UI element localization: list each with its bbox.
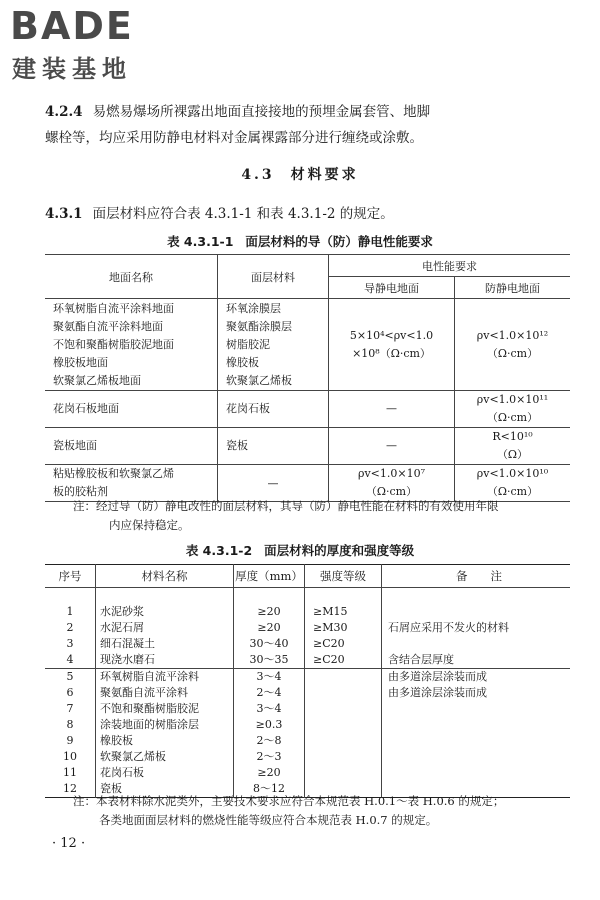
floor-name: 软聚氯乙烯板地面: [53, 373, 141, 387]
row-number: 12: [45, 781, 96, 798]
floor-name: 环氧树脂自流平涂料地面: [53, 301, 174, 315]
conductive-value: [329, 428, 455, 465]
strength-grade: ≥C20: [305, 652, 382, 669]
antistatic-value: [455, 299, 571, 391]
header-remark: 备 注: [382, 565, 571, 588]
remark-line-1: 由多道涂层涂装而成: [388, 670, 487, 683]
conductive-value: [329, 391, 455, 428]
value-line: ×10⁸（Ω·cm）: [352, 346, 431, 360]
remark-line-2: 由多道涂层涂装而成: [388, 686, 487, 699]
clause-text-line-2: 螺栓等，均应采用防静电材料对金属裸露部分进行缠绕或涂敷。: [45, 130, 423, 146]
remark: [382, 636, 571, 652]
row-number: 10: [45, 749, 96, 765]
strength-grade: ≥C20: [305, 636, 382, 652]
table2-caption: [0, 541, 600, 559]
antistatic-value: [455, 428, 571, 465]
value-line: （Ω·cm）: [486, 485, 539, 498]
note-line-1: 注：经过导（防）静电改性的面层材料，其导（防）静电性能在材料的有效使用年限: [73, 499, 499, 513]
thickness: 3～4: [234, 701, 305, 717]
material-name: 水泥砂浆: [96, 604, 234, 620]
material-cell: [218, 428, 329, 465]
page-number: · 12 ·: [52, 836, 86, 851]
material-cell: [218, 391, 329, 428]
header-conductive-floor: 导静电地面: [329, 277, 455, 299]
row-number: 3: [45, 636, 96, 652]
thickness: ≥0.3: [234, 717, 305, 733]
table-row: [45, 669, 570, 686]
table2-caption-title: 面层材料的厚度和强度等级: [264, 543, 415, 558]
row-number: 4: [45, 652, 96, 669]
thickness: 2～4: [234, 685, 305, 701]
material-name: 水泥石屑: [96, 620, 234, 636]
material-name: 软聚氯乙烯板: [226, 373, 292, 387]
antistatic-value: [455, 391, 571, 428]
value-line: ρv<1.0×10¹⁰: [476, 467, 549, 480]
table-row: [45, 620, 570, 636]
material-name: 橡胶板: [226, 355, 259, 369]
strength-grade: [305, 733, 382, 749]
material-name: —: [267, 476, 279, 490]
conductive-value: [329, 299, 455, 391]
row-number: 6: [45, 685, 96, 701]
table-row: [45, 299, 570, 391]
note-line-2: 各类地面面层材料的燃烧性能等级应符合本规范表 H.0.7 的规定。: [99, 813, 438, 827]
clause-number: 4.3.1: [45, 206, 83, 222]
remark: 含结合层厚度: [382, 652, 571, 669]
value-line: —: [386, 402, 397, 415]
row-number: 5: [45, 669, 96, 686]
material-name: 涂装地面的树脂涂层: [96, 717, 234, 733]
material-name: 细石混凝土: [96, 636, 234, 652]
strength-grade: ≥M30: [305, 620, 382, 636]
header-surface-material: 面层材料: [218, 255, 329, 299]
material-cell: [218, 299, 329, 391]
value-line: —: [386, 439, 397, 452]
floor-name-cell: [45, 391, 218, 428]
header-antistatic-floor: 防静电地面: [455, 277, 571, 299]
clause-number: 4.2.4: [45, 104, 83, 120]
thickness: 30～40: [234, 636, 305, 652]
clause-4-3-1: [45, 202, 394, 226]
clause-text: 面层材料应符合表 4.3.1-1 和表 4.3.1-2 的规定。: [92, 206, 394, 222]
logo-title: BADE: [10, 4, 134, 48]
remark: [382, 604, 571, 620]
section-number: 4.3: [241, 167, 275, 183]
static-property-table: [45, 254, 570, 502]
thickness: 2～8: [234, 733, 305, 749]
value-line: ρv<1.0×10¹¹: [476, 393, 549, 406]
value-line: （Ω·cm）: [365, 485, 418, 498]
thickness: ≥20: [234, 604, 305, 620]
floor-name: 粘贴橡胶板和软聚氯乙烯: [53, 467, 174, 480]
strength-grade: [305, 765, 382, 781]
thickness: 8～12: [234, 781, 305, 798]
value-line: R<10¹⁰: [492, 430, 533, 443]
value-line: 5×10⁴<ρv<1.0: [349, 328, 434, 342]
row-number: 9: [45, 733, 96, 749]
value-line: ρv<1.0×10⁷: [357, 467, 425, 480]
floor-name: 聚氨酯自流平涂料地面: [53, 319, 163, 333]
material-name: 现浇水磨石: [96, 652, 234, 669]
row-number: 1: [45, 604, 96, 620]
remark: [382, 669, 571, 798]
floor-name: 橡胶板地面: [53, 355, 108, 369]
remark: 石屑应采用不发火的材料: [388, 621, 509, 634]
material-name: 聚氨酯自流平涂料: [96, 685, 234, 701]
strength-grade: [305, 749, 382, 765]
material-name: 树脂胶泥: [226, 337, 270, 351]
header-strength-grade: 强度等级: [305, 565, 382, 588]
table2-caption-number: 表 4.3.1-2: [185, 543, 253, 558]
row-number: 7: [45, 701, 96, 717]
antistatic-value: [455, 465, 571, 502]
floor-name: 瓷板地面: [53, 439, 97, 452]
section-title: 材料要求: [290, 167, 359, 183]
material-name: 花岗石板: [96, 765, 234, 781]
header-no: 序号: [45, 565, 96, 588]
material-name: 聚氨酯涂膜层: [226, 319, 292, 333]
table-row: [45, 636, 570, 652]
table2-note: [75, 792, 580, 830]
value-line: （Ω）: [496, 448, 529, 461]
floor-name-cell: [45, 428, 218, 465]
material-cell: [218, 465, 329, 502]
header-thickness: 厚度（mm）: [234, 565, 305, 588]
thickness: 2～3: [234, 749, 305, 765]
material-name: 橡胶板: [96, 733, 234, 749]
strength-grade: [305, 685, 382, 701]
material-name: 花岗石板: [226, 402, 270, 415]
table-row: [45, 391, 570, 428]
material-name: 环氧涂膜层: [226, 301, 281, 315]
thickness: ≥20: [234, 620, 305, 636]
table1-caption-title: 面层材料的导（防）静电性能要求: [245, 234, 433, 249]
value-line: （Ω·cm）: [486, 411, 539, 424]
note-line-2: 内应保持稳定。: [109, 518, 190, 532]
section-heading: [0, 164, 600, 184]
table-row: [45, 652, 570, 669]
thickness-strength-table: [45, 564, 570, 798]
material-name: 环氧树脂自流平涂料: [96, 669, 234, 686]
clause-text-line-1: 易燃易爆场所裸露出地面直接接地的预埋金属套管、地脚: [92, 104, 431, 120]
row-number: 11: [45, 765, 96, 781]
floor-name: 板的胶粘剂: [53, 485, 108, 498]
material-name: 瓷板: [226, 439, 248, 452]
strength-grade: [305, 669, 382, 686]
table1-caption-number: 表 4.3.1-1: [167, 234, 234, 249]
header-material-name: 材料名称: [96, 565, 234, 588]
row-number: 2: [45, 620, 96, 636]
clause-4-2-4: [45, 100, 430, 124]
row-number: 8: [45, 717, 96, 733]
table1-caption: [0, 232, 600, 250]
strength-grade: ≥M15: [305, 604, 382, 620]
table-row: [45, 428, 570, 465]
table-row: [45, 465, 570, 502]
material-name: 瓷板: [96, 781, 234, 798]
header-electrical-requirement: 电性能要求: [329, 255, 571, 277]
strength-grade: [305, 717, 382, 733]
note-line-1: 注：本表材料除水泥类外，主要技术要求应符合本规范表 H.0.1～表 H.0.6 的规定；: [73, 794, 505, 808]
thickness: ≥20: [234, 765, 305, 781]
conductive-value: [329, 465, 455, 502]
floor-name-cell: [45, 465, 218, 502]
thickness: 30～35: [234, 652, 305, 669]
logo-subtitle: 建装基地: [12, 55, 132, 83]
floor-name: 花岗石板地面: [53, 402, 119, 415]
floor-name: 不饱和聚酯树脂胶泥地面: [53, 337, 174, 351]
material-name: 软聚氯乙烯板: [96, 749, 234, 765]
thickness: 3～4: [234, 669, 305, 686]
material-name: 不饱和聚酯树脂胶泥: [96, 701, 234, 717]
value-line: （Ω·cm）: [486, 346, 539, 360]
strength-grade: [305, 701, 382, 717]
header-floor-name: 地面名称: [45, 255, 218, 299]
table-row: [45, 604, 570, 620]
bade-logo: [10, 4, 180, 90]
value-line: ρv<1.0×10¹²: [476, 328, 549, 342]
table1-note: [75, 497, 580, 535]
floor-name-cell: [45, 299, 218, 391]
